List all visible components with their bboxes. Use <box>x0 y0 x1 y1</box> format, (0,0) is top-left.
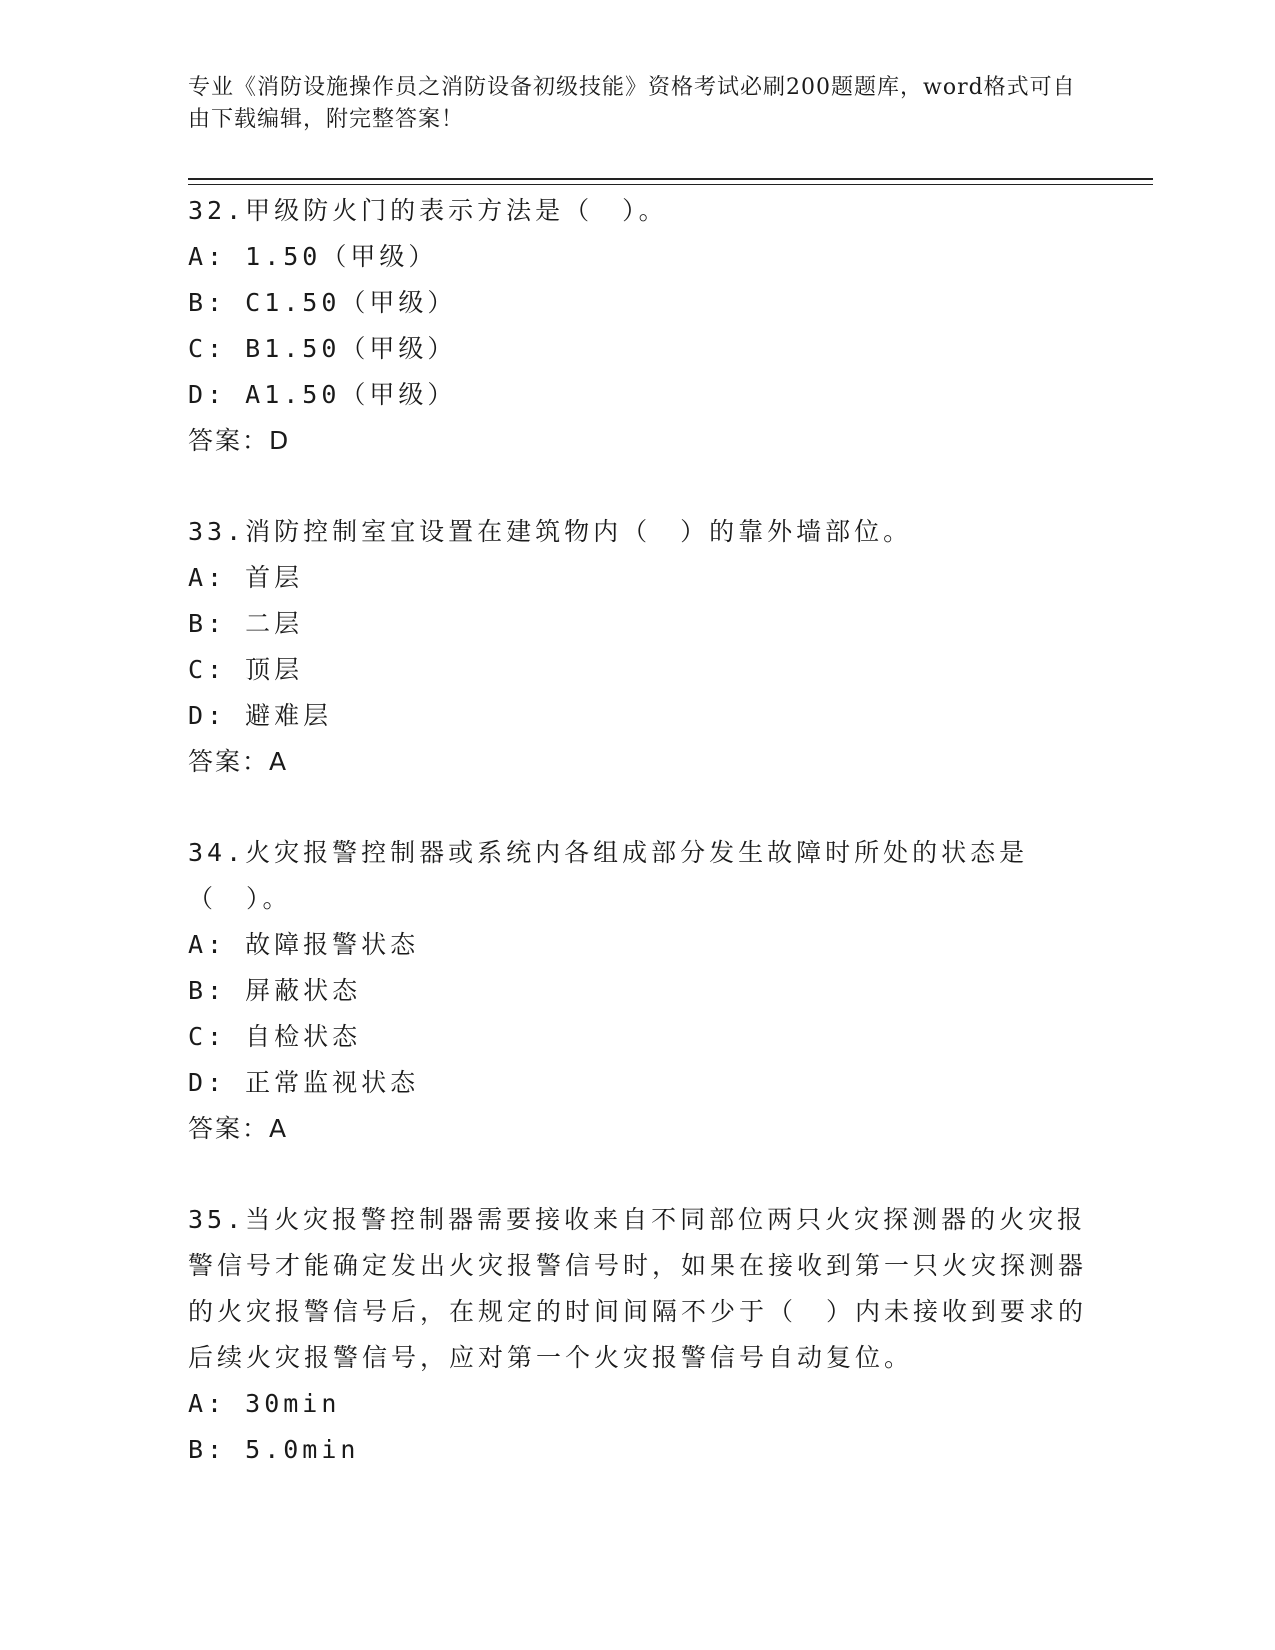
option-d: D: A1.50（甲级） <box>188 380 457 409</box>
option-c: C: 顶层 <box>188 655 304 684</box>
option-b: B: 二层 <box>188 609 304 638</box>
question-text: 33.消防控制室宜设置在建筑物内（ ）的靠外墙部位。 <box>188 517 913 546</box>
question-33 <box>188 509 1088 785</box>
option-a: A: 1.50（甲级） <box>188 242 438 271</box>
option-b: B: C1.50（甲级） <box>188 288 457 317</box>
option-c: C: B1.50（甲级） <box>188 334 457 363</box>
option-d: D: 避难层 <box>188 701 333 730</box>
answer-line: 答案：D <box>188 426 291 455</box>
answer-line: 答案：A <box>188 747 289 776</box>
option-a: A: 故障报警状态 <box>188 930 420 959</box>
option-a: A: 30min <box>188 1389 341 1418</box>
header-divider-thin <box>188 184 1153 185</box>
answer-line: 答案：A <box>188 1114 289 1143</box>
question-35 <box>188 1197 1088 1473</box>
page-header: 专业《消防设施操作员之消防设备初级技能》资格考试必刷200题题库，word格式可自由下载编辑，附完整答案！ <box>188 75 1076 132</box>
header-divider-thick <box>188 178 1153 180</box>
question-text: 34.火灾报警控制器或系统内各组成部分发生故障时所处的状态是（ ）。 <box>188 838 1029 913</box>
option-b: B: 5.0min <box>188 1435 360 1464</box>
option-a: A: 首层 <box>188 563 304 592</box>
question-list <box>188 188 1088 1518</box>
option-b: B: 屏蔽状态 <box>188 976 362 1005</box>
option-c: C: 自检状态 <box>188 1022 362 1051</box>
question-text: 32.甲级防火门的表示方法是（ ）。 <box>188 196 668 225</box>
question-text: 35.当火灾报警控制器需要接收来自不同部位两只火灾探测器的火灾报警信号才能确定发出火灾报警信号时，如果在接收到第一只火灾探测器的火灾报警信号后，在规定的时间间隔不少于（ ）内未接收到要求的后续火灾报警信号，应对第一个火灾报警信号自动复位。 <box>188 1205 1088 1372</box>
question-34 <box>188 830 1088 1152</box>
question-32 <box>188 188 1088 464</box>
option-d: D: 正常监视状态 <box>188 1068 420 1097</box>
